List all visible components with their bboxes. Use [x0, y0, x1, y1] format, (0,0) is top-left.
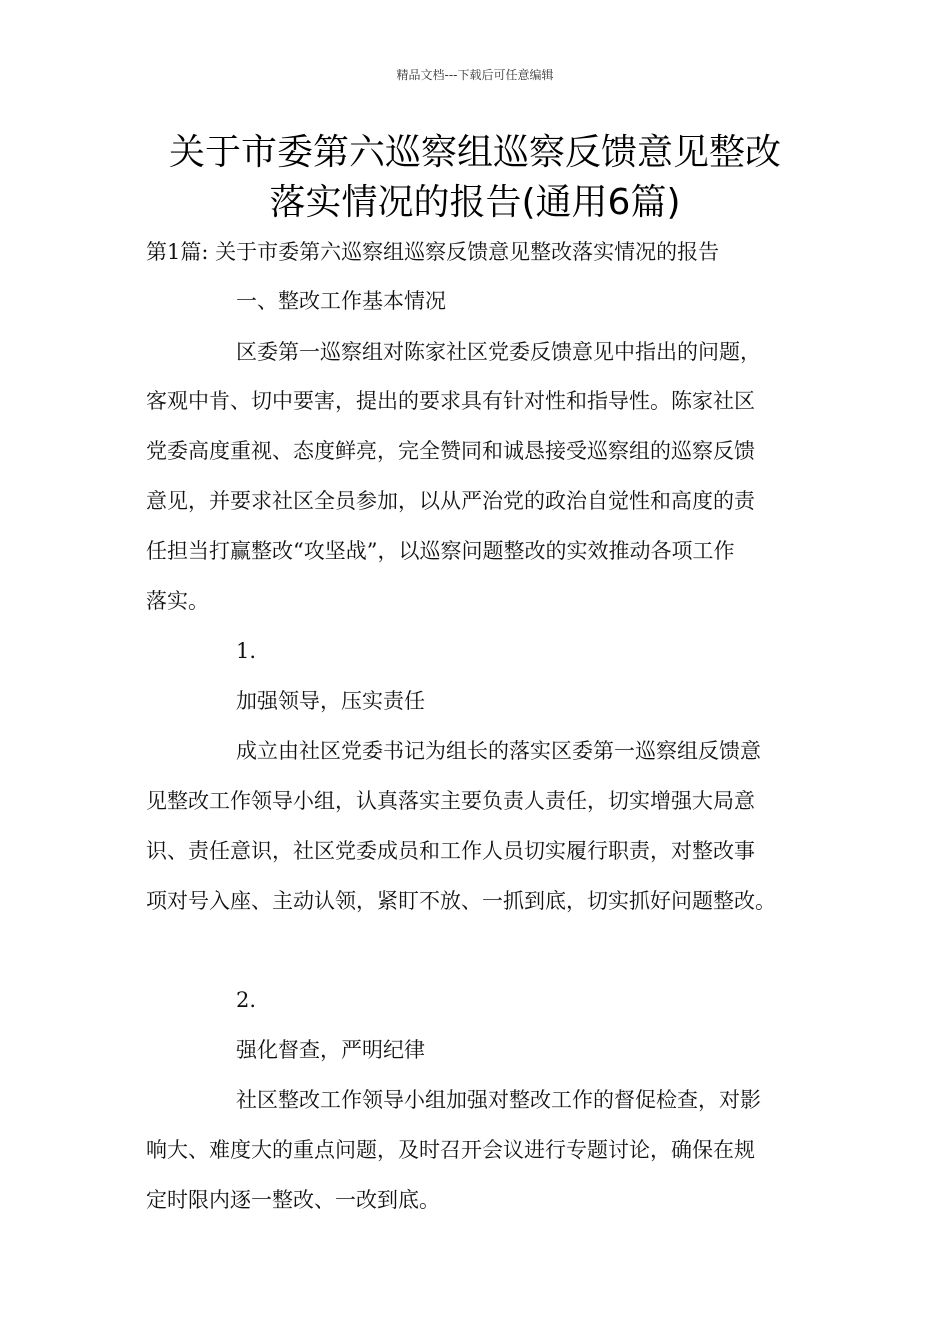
section-heading: 一、整改工作基本情况: [236, 289, 446, 313]
paragraph-3-line-1: 社区整改工作领导小组加强对整改工作的督促检查，对影: [236, 1088, 761, 1112]
paragraph-1-line-4: 意见，并要求社区全员参加，以从严治党的政治自觉性和高度的责: [146, 489, 755, 513]
paragraph-1-line-6: 落实。: [146, 589, 209, 613]
paragraph-2-line-3: 识、责任意识，社区党委成员和工作人员切实履行职责，对整改事: [146, 839, 755, 863]
item-2-heading: 强化督查，严明纪律: [236, 1038, 425, 1062]
item-1-number: 1.: [236, 639, 257, 663]
paragraph-3-line-3: 定时限内逐一整改、一改到底。: [146, 1188, 440, 1212]
item-1-heading: 加强领导，压实责任: [236, 689, 425, 713]
paragraph-2-line-1: 成立由社区党委书记为组长的落实区委第一巡察组反馈意: [236, 739, 761, 763]
article-heading: 第1篇: 关于市委第六巡察组巡察反馈意见整改落实情况的报告: [146, 240, 720, 264]
paragraph-3-line-2: 响大、难度大的重点问题，及时召开会议进行专题讨论，确保在规: [146, 1138, 755, 1162]
paragraph-1-line-3: 党委高度重视、态度鲜亮，完全赞同和诚恳接受巡察组的巡察反馈: [146, 439, 755, 463]
paragraph-2-line-4: 项对号入座、主动认领，紧盯不放、一抓到底，切实抓好问题整改。: [146, 889, 776, 913]
paragraph-1-line-5: 任担当打赢整改“攻坚战”，以巡察问题整改的实效推动各项工作: [146, 539, 735, 563]
item-2-number: 2.: [236, 988, 257, 1012]
document-title: [100, 128, 850, 228]
paragraph-1-line-1: 区委第一巡察组对陈家社区党委反馈意见中指出的问题，: [236, 340, 761, 364]
title-line-2: 落实情况的报告(通用6篇): [269, 182, 681, 223]
paragraph-2-line-2: 见整改工作领导小组，认真落实主要负责人责任，切实增强大局意: [146, 789, 755, 813]
paragraph-1-line-2: 客观中肯、切中要害，提出的要求具有针对性和指导性。陈家社区: [146, 389, 755, 413]
title-line-1: 关于市委第六巡察组巡察反馈意见整改: [168, 132, 781, 173]
header-note: 精品文档---下载后可任意编辑: [396, 68, 554, 82]
